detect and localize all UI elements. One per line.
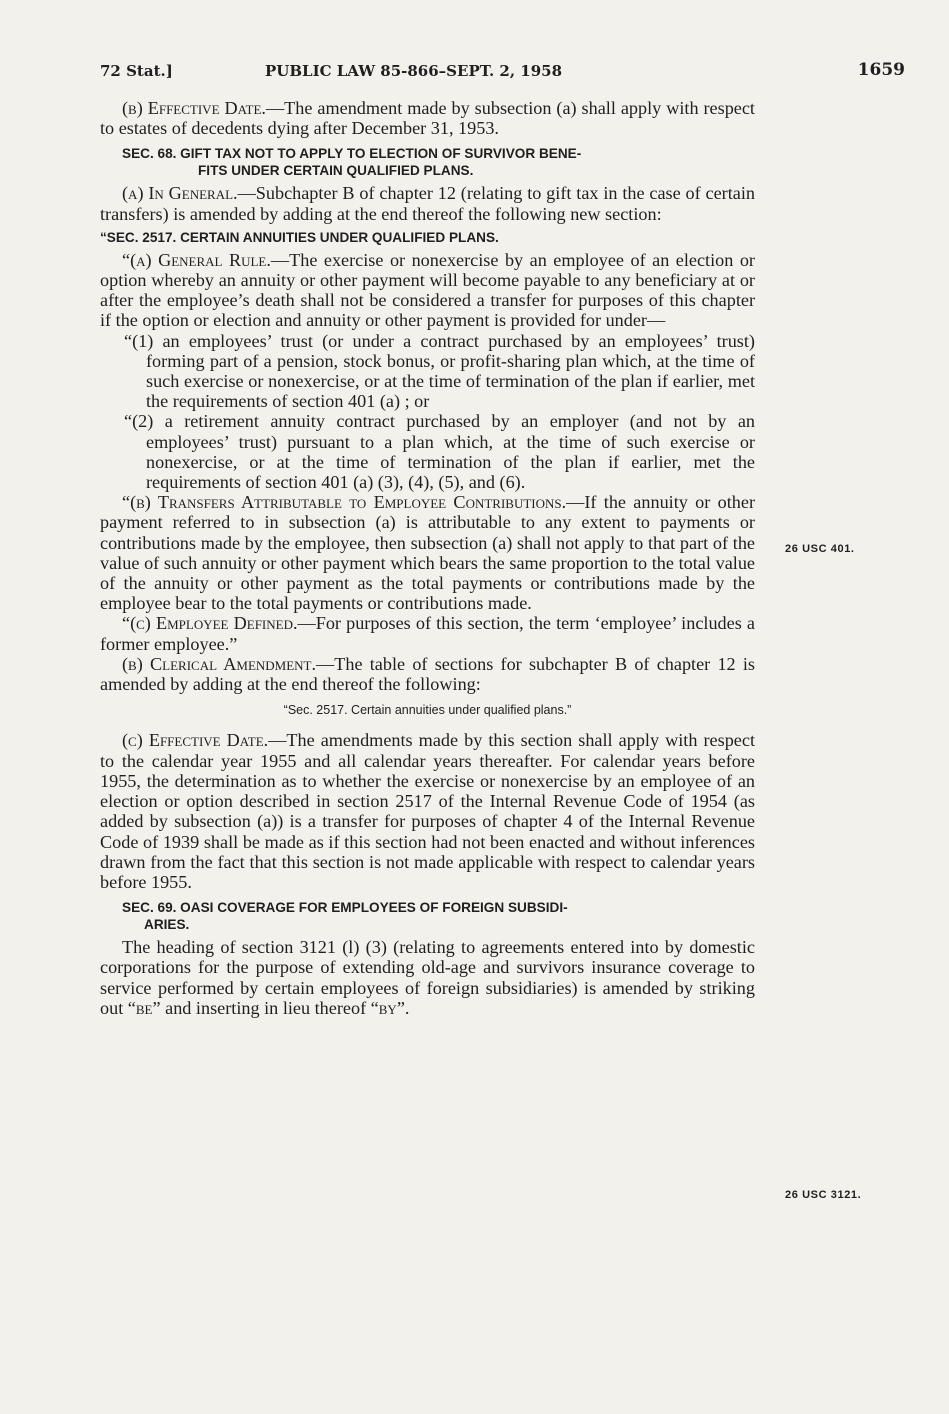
statute-reference: 72 Stat.]: [100, 62, 173, 80]
subsection-label: (b) Clerical Amendment.: [122, 653, 317, 674]
subsection-label: “(c) Employee Defined.: [122, 613, 298, 634]
paragraph-text: —If the annuity or other payment referred to in subsection (a) is attributable to any extent to payments or contributions made by the employee, then subsection (a) shall not apply to that part of the value of such annuity or other payment which bears the same proportion to the total value of the annuity or other payment as the total payments or contributions made by the employee bear to the total payments or contributions made.: [100, 492, 756, 614]
list-item-1: “(1) an employees’ trust (or under a contract purchased by an employees’ trust) forming part of a pension, stock bonus, or profit-sharing plan which, at the time of such exercise or nonexercise, or at the time of termination of the plan if earlier, met the requirements of section 401 (a) ; or: [124, 330, 755, 412]
paragraph-text: ” and inserting in lieu thereof “: [152, 997, 379, 1018]
quoted-term-by: by: [378, 997, 397, 1018]
paragraph-general-rule: [100, 250, 755, 331]
section-heading-line: ARIES.: [144, 917, 190, 933]
subsection-label: (c) Effective Date.: [122, 730, 269, 751]
paragraph-oasi: [100, 937, 755, 1018]
paragraph-text: —For purposes of this section, the term ‘employee’ includes a former employee.”: [100, 613, 755, 654]
running-title: PUBLIC LAW 85-866–SEPT. 2, 1958: [265, 62, 563, 80]
quoted-term-be: be: [135, 997, 153, 1018]
section-68-heading: [100, 145, 755, 179]
paragraph-text: —The table of sections for subchapter B of chapter 12 is amended by adding at the end thereof the following:: [100, 653, 755, 695]
list-item-2: “(2) a retirement annuity contract purchased by an employer (and not by an employees’ trust) pursuant to a plan which, at the time of such exercise or nonexercise, or at the time of termination of the plan if earlier, met the requirements of section 401 (a) (3), (4), (5), and (6).: [124, 411, 755, 493]
subsection-label: (a) In General.: [122, 183, 238, 204]
paragraph-effective-date-c: [100, 730, 755, 892]
margin-note-26-usc-3121: 26 USC 3121.: [785, 1189, 862, 1201]
paragraph-employee-defined: [100, 613, 755, 653]
section-heading-line: SEC. 68. GIFT TAX NOT TO APPLY TO ELECTION OF SURVIVOR BENE-: [122, 146, 582, 162]
paragraph-effective-date-b: [100, 98, 755, 138]
body-text: [100, 98, 755, 1018]
section-heading-line: FITS UNDER CERTAIN QUALIFIED PLANS.: [198, 163, 474, 179]
page-header: [100, 62, 905, 84]
paragraph-text: The heading of section 3121 (l) (3) (relating to agreements entered into by domestic corporations for the purpose of extending old-age and survivors insurance coverage to service performed by certain employees of foreign subsidiaries) is amended by striking out “: [100, 937, 755, 1018]
paragraph-text: —The amendments made by this section shall apply with respect to the calendar year 1955 and all calendar years thereafter. For calendar years before 1955, the determination as to whether the exercise or nonexercise by an employee of an election or option described in section 2517 of the Internal Revenue Code of 1954 (as added by subsection (a)) is a transfer for purposes of chapter 4 of the Internal Revenue Code of 1939 shall be made as if this section had not been enacted and without inferences drawn from the fact that this section is not made applicable with respect to calendar years before 1955.: [100, 730, 755, 892]
page-number: 1659: [857, 60, 905, 80]
paragraph-text: —The exercise or nonexercise by an employee of an election or option whereby an annuity or other payment will become payable to any beneficiary at or after the employee’s death shall not be considered a transfer for purposes of this chapter if the option or election and annuity or other payment is provided for under—: [100, 249, 755, 331]
subsection-label: “(b) Transfers Attributable to Employee Contributions.: [122, 492, 567, 513]
paragraph-text: —The amendment made by subsection (a) shall apply with respect to estates of decedents dying after December 31, 1953.: [100, 98, 755, 139]
paragraph-in-general: [100, 183, 755, 223]
section-heading-line: SEC. 69. OASI COVERAGE FOR EMPLOYEES OF FOREIGN SUBSIDI-: [122, 900, 568, 916]
paragraph-text: ”.: [396, 997, 410, 1018]
paragraph-text: —Subchapter B of chapter 12 (relating to gift tax in the case of certain transfers) is amended by adding at the end thereof the following new section:: [100, 183, 755, 224]
paragraph-clerical-amendment: [100, 654, 755, 694]
section-2517-heading: “SEC. 2517. CERTAIN ANNUITIES UNDER QUALIFIED PLANS.: [100, 229, 499, 245]
subsection-label: “(a) General Rule.: [122, 249, 271, 270]
subsection-label: (b) Effective Date.: [122, 98, 266, 118]
margin-note-26-usc-401: 26 USC 401.: [785, 543, 855, 555]
table-of-sections-entry: “Sec. 2517. Certain annuities under qualified plans.”: [283, 703, 572, 718]
paragraph-transfers: [100, 492, 755, 613]
section-69-heading: [100, 899, 755, 933]
